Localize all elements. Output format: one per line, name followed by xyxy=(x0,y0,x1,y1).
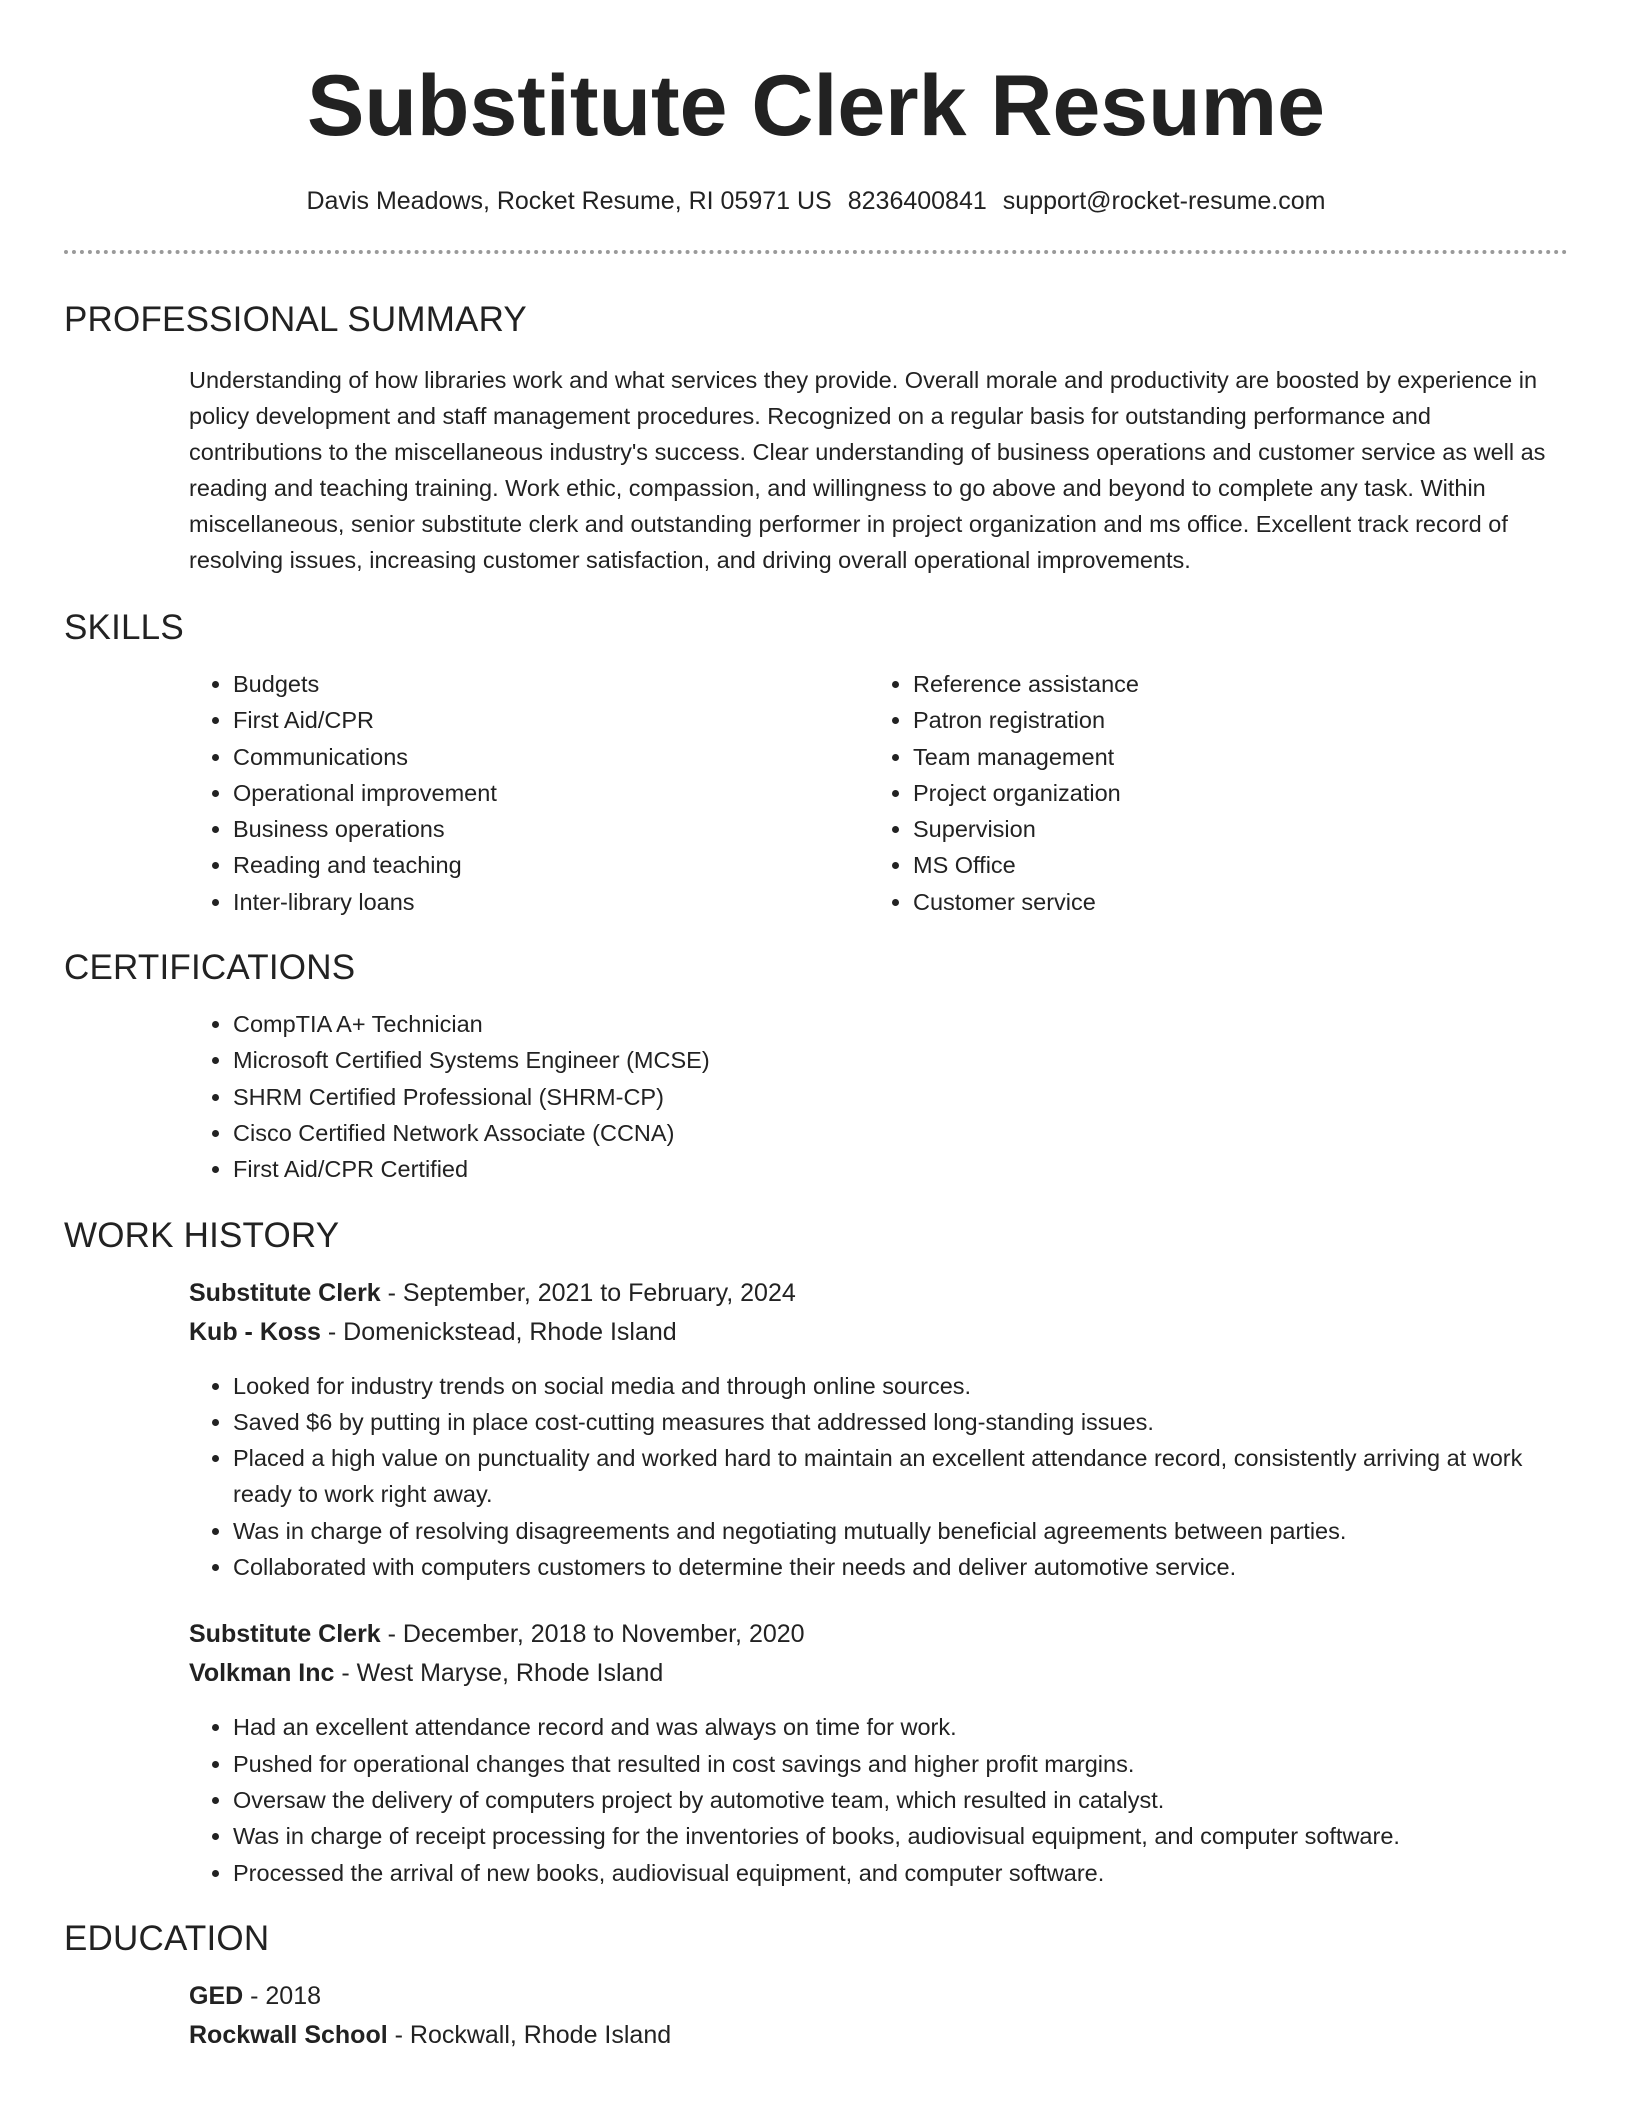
contact-line xyxy=(0,186,1632,216)
certifications-list xyxy=(189,1006,1568,1187)
skill-item: • Inter-library loans xyxy=(233,884,869,920)
skill-item: • Team management xyxy=(913,739,1549,775)
certification-item: • CompTIA A+ Technician xyxy=(233,1006,1568,1042)
skill-item: • MS Office xyxy=(913,847,1549,883)
skills-heading: SKILLS xyxy=(64,608,184,647)
education-degree-line xyxy=(189,1977,1568,2016)
job-duties xyxy=(189,1709,1568,1890)
job-duty-item: • Was in charge of resolving disagreements and negotiating mutually beneficial agreements between parties. xyxy=(233,1513,1568,1549)
job-dates: - December, 2018 to November, 2020 xyxy=(380,1620,805,1649)
summary-heading: PROFESSIONAL SUMMARY xyxy=(64,300,527,339)
resume-title: Substitute Clerk Resume xyxy=(307,58,1325,154)
skill-item: • Budgets xyxy=(233,666,869,702)
job-duty-item: • Looked for industry trends on social media and through online sources. xyxy=(233,1368,1568,1404)
job-duty-item: • Had an excellent attendance record and was always on time for work. xyxy=(233,1709,1568,1745)
skill-item: • Customer service xyxy=(913,884,1549,920)
job-title-line xyxy=(189,1274,1568,1313)
contact-email: support@rocket-resume.com xyxy=(1002,187,1326,215)
job-duty-item: • Placed a high value on punctuality and worked hard to maintain an excellent attendance record, consistently arriving at work ready to work right away. xyxy=(233,1440,1568,1513)
job-duty-item: • Pushed for operational changes that resulted in cost savings and higher profit margins. xyxy=(233,1746,1568,1782)
certifications-heading: CERTIFICATIONS xyxy=(64,948,356,988)
header-divider xyxy=(64,250,1568,254)
work-history-section xyxy=(64,1214,1568,1891)
skill-item: • First Aid/CPR xyxy=(233,702,869,738)
job-duty-item: • Was in charge of receipt processing for the inventories of books, audiovisual equipment, and computer software. xyxy=(233,1818,1568,1854)
job-duties xyxy=(189,1368,1568,1586)
skill-item: • Business operations xyxy=(233,811,869,847)
job-location: - West Maryse, Rhode Island xyxy=(334,1659,664,1688)
skills-column-left xyxy=(189,666,869,920)
job-entry xyxy=(189,1615,1568,1890)
certification-item: • SHRM Certified Professional (SHRM-CP) xyxy=(233,1079,1568,1115)
education-entry xyxy=(189,1977,1568,2055)
skills-grid xyxy=(189,666,1568,920)
job-location: - Domenickstead, Rhode Island xyxy=(320,1317,677,1346)
skill-item: • Supervision xyxy=(913,811,1549,847)
job-title: Substitute Clerk xyxy=(189,1620,381,1649)
summary-section xyxy=(64,298,1568,578)
certifications-section xyxy=(64,946,1568,1187)
skill-item: • Reference assistance xyxy=(913,666,1549,702)
skill-item: • Project organization xyxy=(913,775,1549,811)
education-location: - Rockwall, Rhode Island xyxy=(387,2020,672,2049)
education-school-line xyxy=(189,2016,1568,2055)
education-year: - 2018 xyxy=(243,1981,322,2010)
certification-item: • First Aid/CPR Certified xyxy=(233,1151,1568,1187)
skills-column-right xyxy=(869,666,1549,920)
job-title-line xyxy=(189,1615,1568,1654)
job-entry xyxy=(189,1274,1568,1586)
job-company-line xyxy=(189,1654,1568,1693)
skill-item: • Communications xyxy=(233,739,869,775)
contact-phone: 8236400841 xyxy=(847,187,987,215)
job-company-line xyxy=(189,1313,1568,1352)
job-duty-item: • Processed the arrival of new books, audiovisual equipment, and computer software. xyxy=(233,1855,1568,1891)
skill-item: • Patron registration xyxy=(913,702,1549,738)
work-history-heading: WORK HISTORY xyxy=(64,1215,340,1255)
certification-item: • Cisco Certified Network Associate (CCNA) xyxy=(233,1115,1568,1151)
job-dates: - September, 2021 to February, 2024 xyxy=(380,1278,796,1307)
skills-section xyxy=(64,606,1568,920)
job-company: Kub - Koss xyxy=(189,1317,321,1346)
contact-address: Davis Meadows, Rocket Resume, RI 05971 US xyxy=(306,187,832,215)
certification-item: • Microsoft Certified Systems Engineer (MCSE) xyxy=(233,1042,1568,1078)
job-company: Volkman Inc xyxy=(189,1659,335,1688)
job-duty-item: • Oversaw the delivery of computers project by automotive team, which resulted in catalyst. xyxy=(233,1782,1568,1818)
job-duty-item: • Saved $6 by putting in place cost-cutting measures that addressed long-standing issues. xyxy=(233,1404,1568,1440)
job-title: Substitute Clerk xyxy=(189,1278,381,1307)
skill-item: • Operational improvement xyxy=(233,775,869,811)
job-duty-item: • Collaborated with computers customers to determine their needs and deliver automotive service. xyxy=(233,1549,1568,1585)
education-school: Rockwall School xyxy=(189,2020,388,2049)
education-degree: GED xyxy=(189,1981,244,2010)
education-heading: EDUCATION xyxy=(64,1918,270,1958)
summary-text: Understanding of how libraries work and what services they provide. Overall morale and productivity are boosted by experience in policy development and staff management procedures. Recognized on a regular basis for outstanding performance and contributions to the miscellaneous industry's success. Clear understanding of business operations and customer service as well as reading and teaching training. Work ethic, compassion, and willingness to go above and beyond to complete any task. Within miscellaneous, senior substitute clerk and outstanding performer in project organization and ms office. Excellent track record of resolving issues, increasing customer satisfaction, and driving overall operational improvements. xyxy=(189,367,1546,573)
education-section xyxy=(64,1917,1568,2055)
skill-item: • Reading and teaching xyxy=(233,847,869,883)
